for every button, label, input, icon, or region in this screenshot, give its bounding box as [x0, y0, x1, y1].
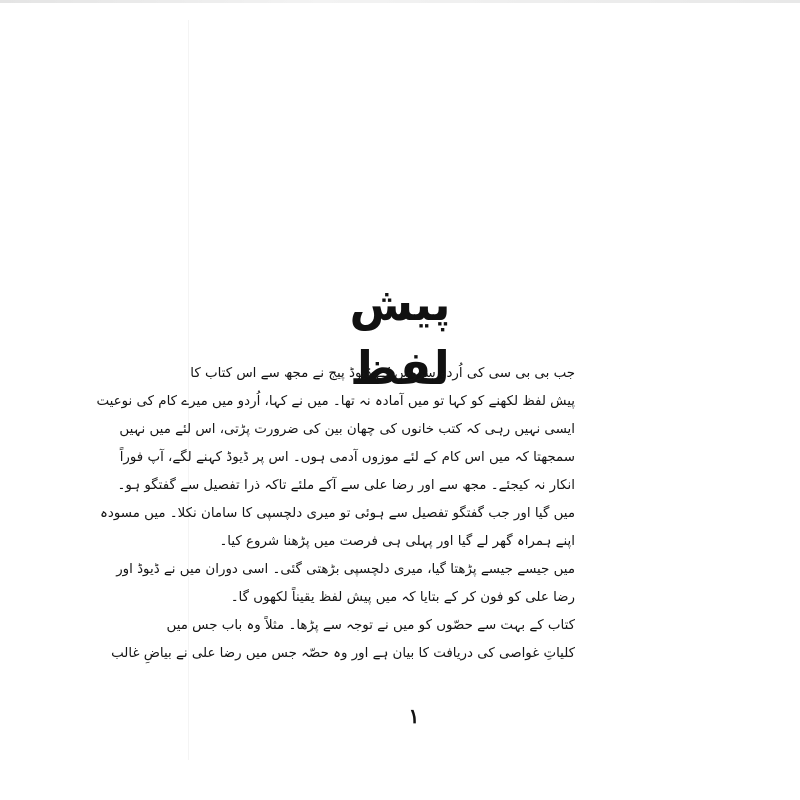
scan-top-edge	[0, 0, 800, 3]
page-number: ۱	[408, 704, 420, 728]
text-line: انکار نہ کیجئے۔ مجھ سے اور رضا علی سے آکے ملئے تاکہ ذرا تفصیل سے گفتگو ہو۔	[117, 478, 575, 493]
text-line: کتاب کے بہت سے حصّوں کو میں نے توجہ سے پڑھا۔ مثلاً وہ باب جس میں	[166, 618, 575, 633]
text-line: اپنے ہمراہ گھر لے گیا اور پہلی ہی فرصت میں پڑھنا شروع کیا۔	[219, 534, 575, 549]
text-line: سمجھتا کہ میں اس کام کے لئے موزوں آدمی ہوں۔ اس پر ڈیوڈ کہنے لگے، آپ فوراً	[119, 450, 575, 465]
text-line: میں جیسے جیسے پڑھتا گیا، میری دلچسپی بڑھتی گئی۔ اسی دوران میں نے ڈیوڈ اور	[116, 562, 575, 577]
text-line: ایسی نہیں رہی کہ کتب خانوں کی چھان بین کی ضرورت پڑتی، اس لئے میں نہیں	[119, 422, 575, 437]
text-line: پیش لفظ لکھنے کو کہا تو میں آمادہ نہ تھا۔ میں نے کہا، اُردو میں میرے کام کی نوعیت	[96, 394, 575, 409]
body-paragraphs	[96, 360, 575, 668]
text-line: رضا علی کو فون کر کے بتایا کہ میں پیش لفظ یقیناً لکھوں گا۔	[230, 590, 575, 605]
text-line: میں گیا اور جب گفتگو تفصیل سے ہوئی تو میری دلچسپی کا سامان نکلا۔ میں مسودہ	[100, 506, 575, 521]
page-heading: پیش لفظ	[349, 277, 451, 395]
text-line: کلیاتِ غواصی کی دریافت کا بیان ہے اور وہ حصّہ جس میں رضا علی نے بیاضِ غالب	[111, 646, 575, 661]
text-line: جب بی بی سی کی اُردو سروس کے ڈیوڈ پیج نے مجھ سے اس کتاب کا	[190, 366, 575, 381]
